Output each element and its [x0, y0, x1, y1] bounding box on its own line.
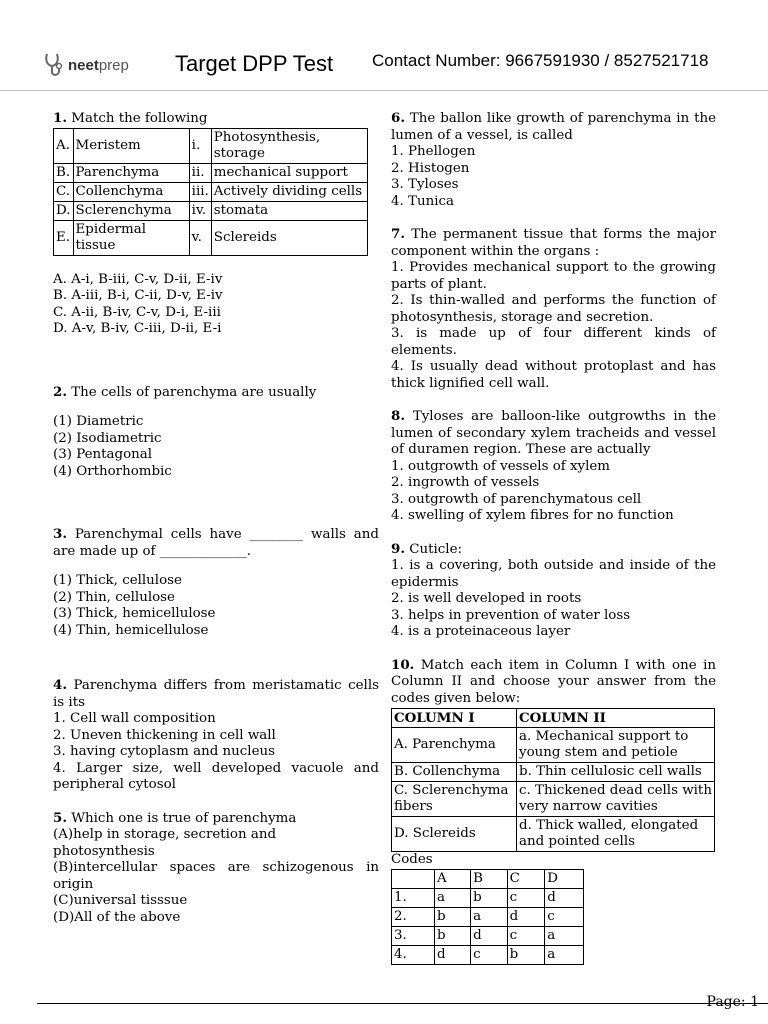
page-title: Target DPP Test — [175, 51, 334, 76]
answer-option[interactable]: 4. Is usually dead without protoplast and has thick lignified cell wall. — [391, 359, 716, 391]
left-column — [53, 110, 379, 926]
answer-option[interactable]: (1) Diametric — [53, 414, 144, 429]
table-cell: d — [507, 907, 545, 926]
answer-option[interactable]: 1. outgrowth of vessels of xylem — [391, 458, 610, 474]
codes-label: Codes — [391, 852, 433, 867]
answer-option[interactable]: (2) Isodiametric — [53, 430, 162, 446]
question-text: Tyloses are balloon-like outgrowths in the lumen of secondary xylem tracheids and vessel of duramen region. These are actually — [391, 409, 716, 457]
page-header — [0, 0, 768, 91]
logo-prep: prep — [98, 56, 129, 74]
answer-option[interactable]: 2. ingrowth of vessels — [391, 475, 540, 490]
answer-option[interactable]: (D)All of the above — [53, 909, 181, 925]
table-cell: Sclerenchyma — [73, 201, 189, 220]
table-cell: B. — [54, 163, 74, 182]
table-cell: v. — [189, 220, 211, 255]
question-number: 3. — [53, 526, 67, 542]
table-cell: c. Thickened dead cells with very narrow cavities — [517, 782, 715, 817]
table-cell: Meristem — [73, 128, 189, 163]
answer-option[interactable]: (2) Thin, cellulose — [53, 589, 175, 605]
table-cell: Sclereids — [211, 220, 367, 255]
question-number: 2. — [53, 383, 67, 400]
table-cell: A — [435, 869, 471, 888]
question-1 — [53, 110, 379, 338]
question-9 — [391, 541, 716, 641]
table-row — [392, 817, 715, 852]
answer-option[interactable]: 1. Cell wall composition — [53, 711, 216, 726]
question-text: Parenchymal cells have ________ walls and are made up of _____________. — [53, 527, 379, 559]
table-row — [392, 869, 584, 888]
table-cell: a — [435, 888, 471, 907]
question-text: Match each item in Column I with one in Column II and choose your answer from the codes given below: — [391, 657, 716, 706]
table-cell: b — [435, 926, 471, 945]
neetprep-logo — [44, 52, 129, 78]
footer-divider — [37, 1003, 768, 1004]
question-number: 6. — [391, 110, 405, 126]
table-cell: 1. — [392, 888, 435, 907]
table-cell: A. — [54, 128, 74, 163]
question-number: 7. — [391, 226, 405, 242]
question-text: Which one is true of parenchyma — [71, 810, 297, 826]
table-row — [392, 782, 715, 817]
table-cell: a — [545, 926, 584, 945]
question-10 — [391, 657, 716, 965]
column-header: COLUMN II — [517, 709, 715, 728]
table-row[interactable] — [392, 945, 584, 964]
table-cell: 4. — [392, 945, 435, 964]
table-cell: Epidermal tissue — [73, 220, 189, 255]
answer-option[interactable]: 1. Provides mechanical support to the growing parts of plant. — [391, 260, 716, 292]
table-row — [54, 128, 368, 163]
question-7 — [391, 226, 716, 392]
question-number: 1. — [53, 110, 67, 126]
answer-option[interactable]: 2. Is thin-walled and performs the function of photosynthesis, storage and secretion. — [391, 293, 716, 325]
question-text: The cells of parenchyma are usually — [71, 384, 317, 400]
question-number: 8. — [391, 408, 405, 424]
answer-option[interactable]: C. A-ii, B-iv, C-v, D-i, E-iii — [53, 304, 221, 320]
column-header: COLUMN I — [392, 709, 517, 728]
table-cell — [392, 869, 435, 888]
answer-option[interactable]: (3) Thick, hemicellulose — [53, 606, 216, 621]
question-6 — [391, 110, 716, 210]
table-cell: b — [471, 888, 508, 907]
answer-option[interactable]: 2. Uneven thickening in cell wall — [53, 727, 276, 743]
table-cell: ii. — [189, 163, 211, 182]
answer-option[interactable]: (4) Orthorhombic — [53, 463, 172, 479]
codes-table — [391, 869, 584, 965]
question-3 — [53, 526, 379, 639]
answer-option[interactable]: 4. Tunica — [391, 193, 454, 209]
question-5 — [53, 810, 379, 927]
answer-option[interactable]: (1) Thick, cellulose — [53, 573, 182, 588]
answer-option[interactable]: (C)universal tisssue — [53, 893, 188, 908]
table-cell: D. — [54, 201, 74, 220]
table-row[interactable] — [392, 926, 584, 945]
page-number: Page: 1 — [706, 994, 759, 1010]
logo-neet: neet — [68, 56, 99, 74]
table-cell: c — [471, 945, 508, 964]
answer-option[interactable]: 3. outgrowth of parenchymatous cell — [391, 491, 642, 507]
question-8 — [391, 408, 716, 525]
stethoscope-icon — [44, 52, 66, 78]
match-table — [53, 128, 368, 256]
answer-option[interactable]: 2. is well developed in roots — [391, 591, 582, 606]
answer-option[interactable]: (B)intercellular spaces are schizogenous in origin — [53, 860, 379, 892]
answer-option[interactable]: 3. is made up of four different kinds of elements. — [391, 326, 716, 358]
table-cell: c — [507, 888, 545, 907]
table-row — [54, 163, 368, 182]
table-cell: d — [545, 888, 584, 907]
table-cell: C. Sclerenchyma fibers — [392, 782, 517, 817]
answer-option[interactable]: 3. helps in prevention of water loss — [391, 607, 631, 623]
table-row[interactable] — [392, 888, 584, 907]
answer-option[interactable]: B. A-iii, B-i, C-ii, D-v, E-iv — [53, 288, 223, 303]
table-cell: b — [435, 907, 471, 926]
table-cell: Actively dividing cells — [211, 182, 367, 201]
table-cell: c — [545, 907, 584, 926]
table-cell: Parenchyma — [73, 163, 189, 182]
question-number: 5. — [53, 809, 67, 826]
answer-option[interactable]: 1. is a covering, both outside and inside of the epidermis — [391, 558, 716, 590]
table-cell: E. — [54, 220, 74, 255]
table-cell: C — [507, 869, 545, 888]
table-cell: d — [471, 926, 508, 945]
answer-option[interactable]: 1. Phellogen — [391, 144, 476, 159]
question-2 — [53, 384, 379, 481]
table-cell: stomata — [211, 201, 367, 220]
answer-option[interactable]: (3) Pentagonal — [53, 447, 153, 462]
answer-option[interactable]: (4) Thin, hemicellulose — [53, 622, 209, 638]
question-number: 10. — [391, 656, 415, 673]
answer-option[interactable]: A. A-i, B-iii, C-v, D-ii, E-iv — [53, 271, 223, 287]
table-cell: A. Parenchyma — [392, 728, 517, 763]
answer-option[interactable]: (A)help in storage, secretion and photosynthesis — [53, 827, 277, 859]
question-4 — [53, 677, 379, 794]
table-cell: c — [507, 926, 545, 945]
table-cell: i. — [189, 128, 211, 163]
question-text: Parenchyma differs from meristamatic cells is its — [53, 678, 379, 710]
answer-option[interactable]: 3. Tyloses — [391, 177, 459, 192]
question-text: Match the following — [71, 111, 208, 126]
answer-option[interactable]: 4. is a proteinaceous layer — [391, 624, 571, 639]
answer-option[interactable]: 4. Larger size, well developed vacuole and peripheral cytosol — [53, 760, 379, 792]
table-cell: iv. — [189, 201, 211, 220]
question-text: Cuticle: — [409, 541, 463, 557]
contact-number: Contact Number: 9667591930 / 8527521718 — [372, 51, 709, 70]
table-cell: D. Sclereids — [392, 817, 517, 852]
table-cell: iii. — [189, 182, 211, 201]
table-cell: d — [435, 945, 471, 964]
answer-option[interactable]: 4. swelling of xylem fibres for no function — [391, 508, 674, 523]
table-cell: mechanical support — [211, 163, 367, 182]
table-cell: a — [545, 945, 584, 964]
question-text: The permanent tissue that forms the major component within the organs : — [391, 227, 716, 259]
table-cell: C. — [54, 182, 74, 201]
table-row — [54, 182, 368, 201]
answer-option[interactable]: 3. having cytoplasm and nucleus — [53, 744, 275, 759]
question-text: The ballon like growth of parenchyma in the lumen of a vessel, is called — [391, 111, 717, 143]
table-cell: B — [471, 869, 508, 888]
table-cell: b. Thin cellulosic cell walls — [517, 763, 715, 782]
table-cell: d. Thick walled, elongated and pointed cells — [517, 817, 715, 852]
answer-option[interactable]: D. A-v, B-iv, C-iii, D-ii, E-i — [53, 321, 222, 336]
table-cell: a. Mechanical support to young stem and petiole — [517, 728, 715, 763]
right-column — [391, 110, 716, 965]
table-cell: B. Collenchyma — [392, 763, 517, 782]
table-cell: Collenchyma — [73, 182, 189, 201]
table-cell: D — [545, 869, 584, 888]
table-header-row — [392, 709, 715, 728]
table-row — [54, 201, 368, 220]
table-cell: a — [471, 907, 508, 926]
question-number: 4. — [53, 677, 67, 693]
table-row[interactable] — [392, 907, 584, 926]
table-cell: 3. — [392, 926, 435, 945]
table-row — [392, 763, 715, 782]
table-row — [392, 728, 715, 763]
question-number: 9. — [391, 540, 405, 557]
table-cell: 2. — [392, 907, 435, 926]
column-match-table — [391, 708, 715, 852]
table-cell: Photosynthesis, storage — [211, 128, 367, 163]
answer-option[interactable]: 2. Histogen — [391, 160, 470, 176]
table-row — [54, 220, 368, 255]
table-cell: b — [507, 945, 545, 964]
